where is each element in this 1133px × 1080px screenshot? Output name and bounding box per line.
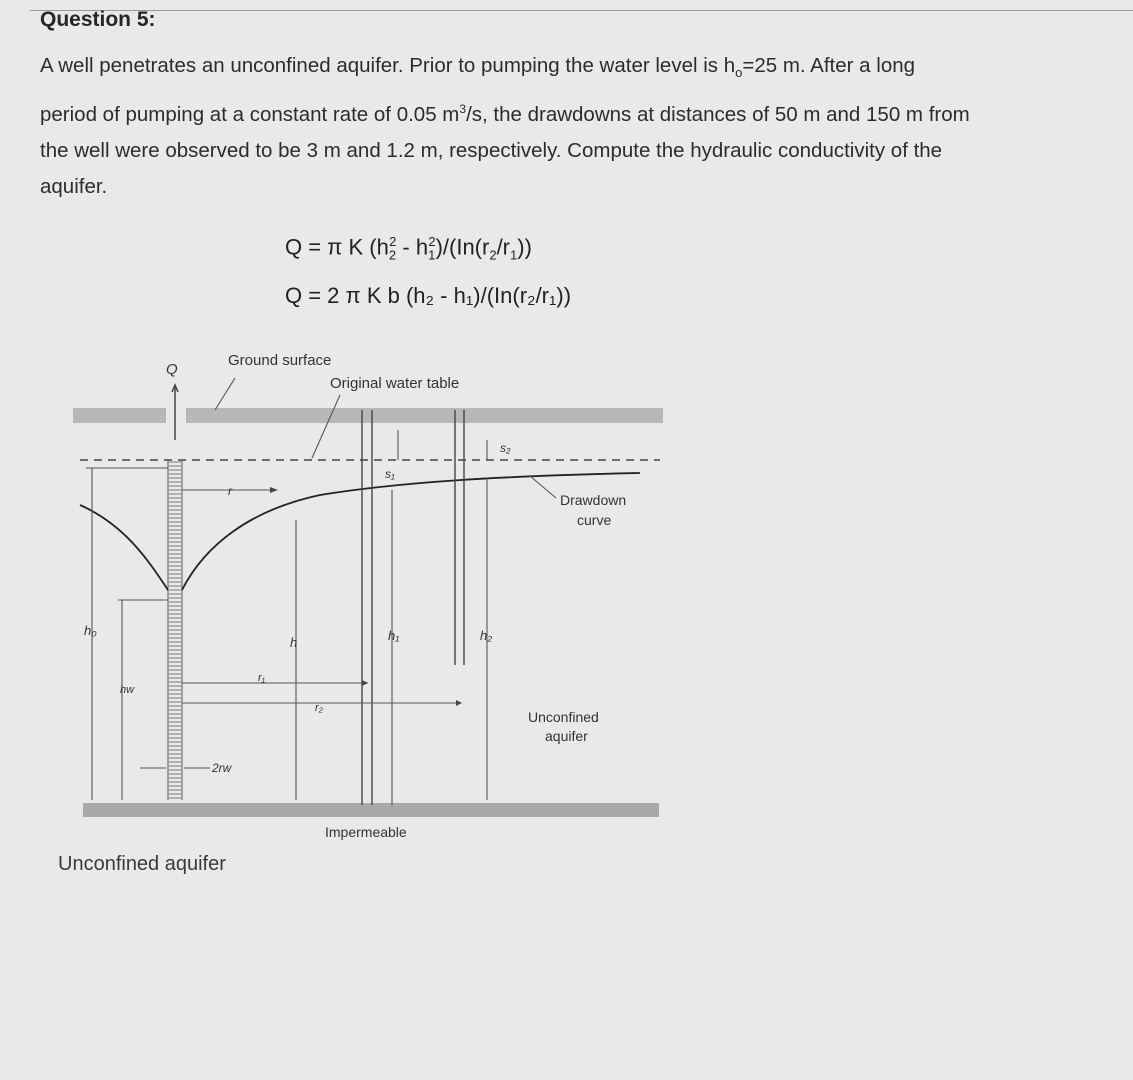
question-line-2: period of pumping at a constant rate of 0.05 $m^3/s$, the drawdowns at distances of 50 m and 150 m from	[40, 102, 970, 126]
r1-label: r₁	[258, 672, 266, 684]
drawdown-curve-label-1: Drawdown	[560, 492, 627, 508]
dimension-arrows	[270, 487, 462, 706]
s1-label: s₁	[385, 467, 395, 481]
s2-label: s₂	[500, 441, 511, 455]
observation-well-2	[455, 410, 464, 665]
well-screen-ticks	[169, 462, 181, 798]
dimension-lines	[86, 378, 556, 805]
hw-label: hw	[120, 684, 135, 696]
well-casing-gap	[166, 406, 186, 426]
figure-caption: Unconfined aquifer	[58, 853, 226, 875]
question-line-4: aquifer.	[40, 174, 108, 198]
r-label: r	[228, 484, 232, 498]
h0-label: h₀	[84, 623, 97, 638]
question-title: Question 5:	[40, 8, 156, 31]
unconfined-aquifer-diagram	[0, 330, 720, 850]
impermeable-band	[83, 803, 659, 817]
top-rule	[30, 10, 1133, 11]
question-line-1: A well penetrates an unconfined aquifer. Prior to pumping the water level is $h_o=25$ m. After a long	[40, 54, 916, 81]
original-water-table-label: Original water table	[330, 375, 460, 392]
formula-unconfined: Q = π K $(h_2^2 - h_1^2)/(In(r_2/r_1))$	[285, 234, 532, 263]
impermeable-label: Impermeable	[325, 824, 407, 840]
drawdown-curve	[80, 473, 640, 590]
ground-surface-label: Ground surface	[228, 352, 332, 369]
unconfined-aquifer-label-2: aquifer	[545, 728, 588, 744]
h-label: h	[290, 635, 298, 650]
unconfined-aquifer-label-1: Unconfined	[528, 709, 599, 725]
question-body	[40, 48, 1110, 205]
r2-label: r₂	[315, 702, 323, 714]
observation-well-1	[362, 410, 372, 805]
h2-label: h₂	[480, 628, 493, 643]
h1-label: h₁	[388, 628, 400, 643]
formula-confined: Q = 2 π K b (h₂ - h₁)/(In(r₂/r₁))	[285, 282, 572, 308]
ground-surface-band	[73, 408, 663, 423]
q-label: Q	[166, 361, 178, 378]
drawdown-curve-label-2: curve	[577, 512, 612, 528]
question-line-3: the well were observed to be 3 m and 1.2 m, respectively. Compute the hydraulic conductivity of the	[40, 138, 943, 162]
formula-block	[285, 222, 571, 316]
two-rw-label: 2rw	[212, 761, 232, 775]
